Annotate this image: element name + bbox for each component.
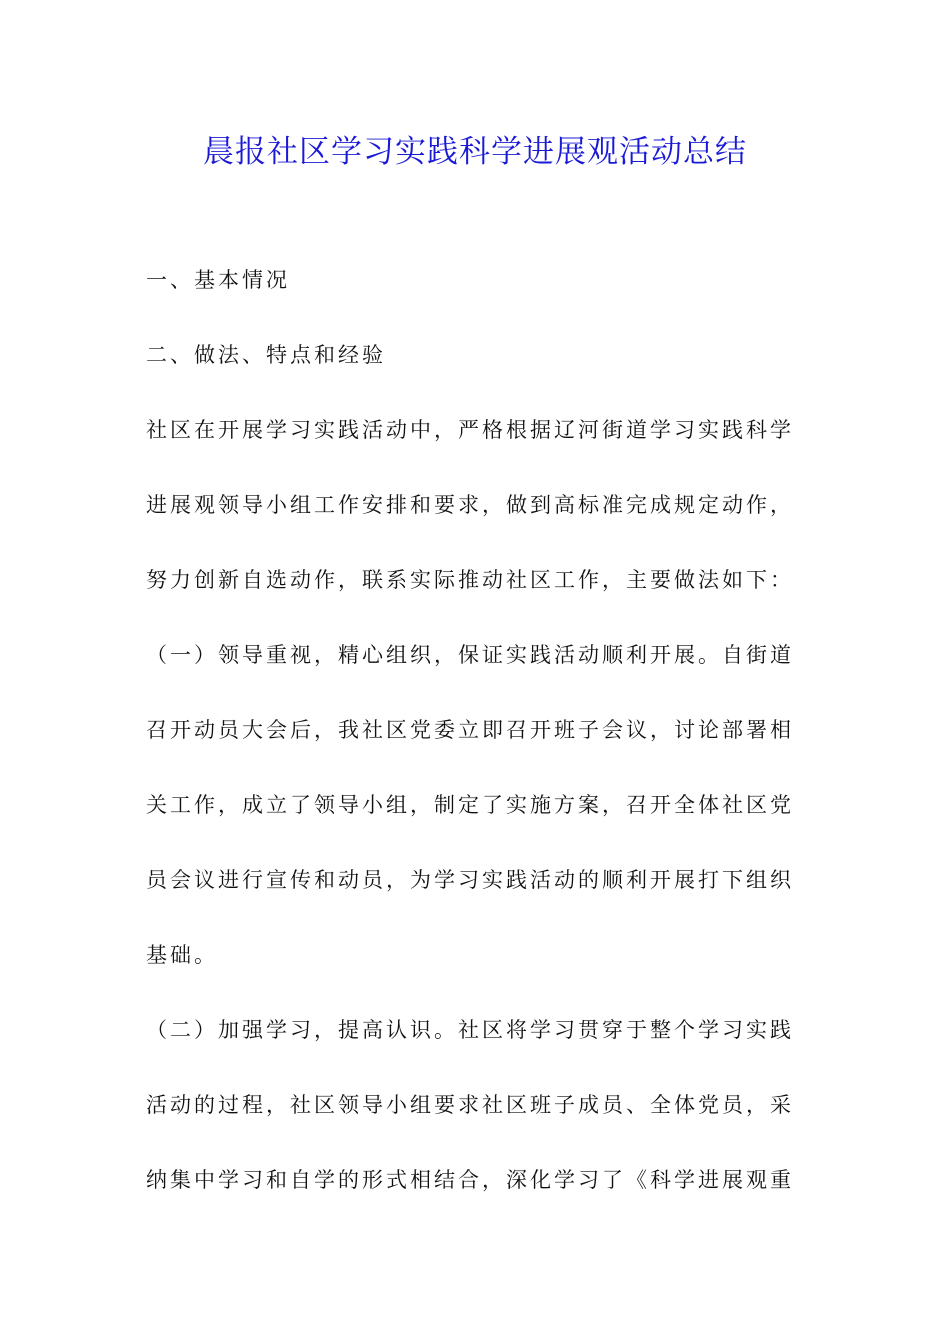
paragraph-line: 基础。 — [146, 943, 218, 967]
paragraph-line: 员会议进行宣传和动员，为学习实践活动的顺利开展打下组织 — [146, 868, 794, 892]
paragraph-line: （一）领导重视，精心组织，保证实践活动顺利开展。自街道 — [146, 643, 794, 667]
document-body — [146, 262, 806, 1237]
paragraph-line: 纳集中学习和自学的形式相结合，深化学习了《科学进展观重 — [146, 1168, 794, 1192]
heading-basic-situation: 一、基本情况 — [146, 268, 290, 292]
paragraph-line: 社区在开展学习实践活动中，严格根据辽河街道学习实践科学 — [146, 418, 794, 442]
paragraph-line: （二）加强学习，提高认识。社区将学习贯穿于整个学习实践 — [146, 1018, 794, 1042]
paragraph-line: 关工作，成立了领导小组，制定了实施方案，召开全体社区党 — [146, 793, 794, 817]
document-title: 晨报社区学习实践科学进展观活动总结 — [203, 134, 747, 170]
paragraph-line: 进展观领导小组工作安排和要求，做到高标准完成规定动作， — [146, 493, 794, 517]
heading-methods-features: 二、做法、特点和经验 — [146, 343, 386, 367]
paragraph-line: 活动的过程，社区领导小组要求社区班子成员、全体党员，采 — [146, 1093, 794, 1117]
paragraph-line: 努力创新自选动作，联系实际推动社区工作，主要做法如下： — [146, 568, 794, 592]
paragraph-line: 召开动员大会后，我社区党委立即召开班子会议，讨论部署相 — [146, 718, 794, 742]
